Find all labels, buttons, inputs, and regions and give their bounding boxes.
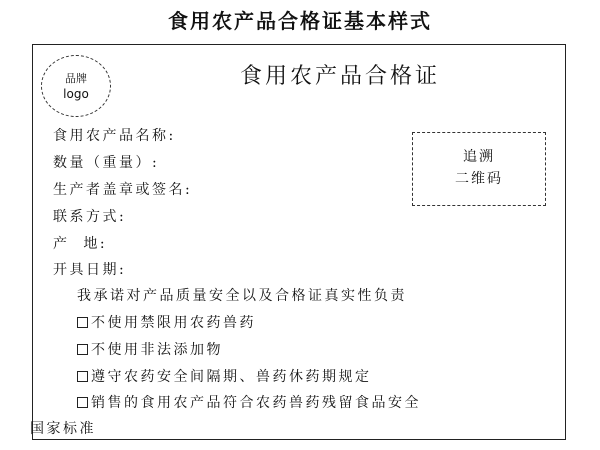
option-residue-standard[interactable] [77, 392, 421, 412]
logo-label-brand: 品牌 [65, 72, 87, 85]
checkbox[interactable] [77, 397, 88, 408]
qr-label-code: 二维码 [455, 171, 503, 187]
option-no-illegal-additives[interactable] [77, 339, 223, 359]
field-quantity: 数量（重量）: [53, 155, 160, 171]
option-no-banned-pesticides[interactable] [77, 312, 256, 332]
traceability-qr-placeholder [412, 132, 546, 206]
checkbox[interactable] [77, 317, 88, 328]
checkbox[interactable] [77, 344, 88, 355]
option-label: 销售的食用农产品符合农药兽药残留食品安全 [91, 395, 421, 411]
field-contact: 联系方式: [53, 209, 127, 225]
page-title: 食用农产品合格证基本样式 [168, 9, 432, 33]
certificate-title: 食用农产品合格证 [239, 64, 440, 89]
option-withdrawal-period[interactable] [77, 366, 372, 386]
option-label: 不使用非法添加物 [91, 342, 223, 358]
option-label: 不使用禁限用农药兽药 [91, 315, 256, 331]
field-product-name: 食用农产品名称: [53, 128, 176, 144]
qr-label-trace: 追溯 [463, 149, 495, 165]
quality-pledge: 我承诺对产品质量安全以及合格证真实性负责 [77, 288, 407, 304]
brand-logo-placeholder [41, 55, 111, 117]
option-residue-standard-continuation: 国家标准 [30, 421, 96, 437]
checkbox[interactable] [77, 371, 88, 382]
field-origin: 产 地: [53, 236, 108, 252]
logo-label-logo: logo [63, 87, 89, 101]
option-label: 遵守农药安全间隔期、兽药休药期规定 [91, 369, 372, 385]
field-producer-signature: 生产者盖章或签名: [53, 182, 193, 198]
field-issue-date: 开具日期: [53, 262, 127, 278]
